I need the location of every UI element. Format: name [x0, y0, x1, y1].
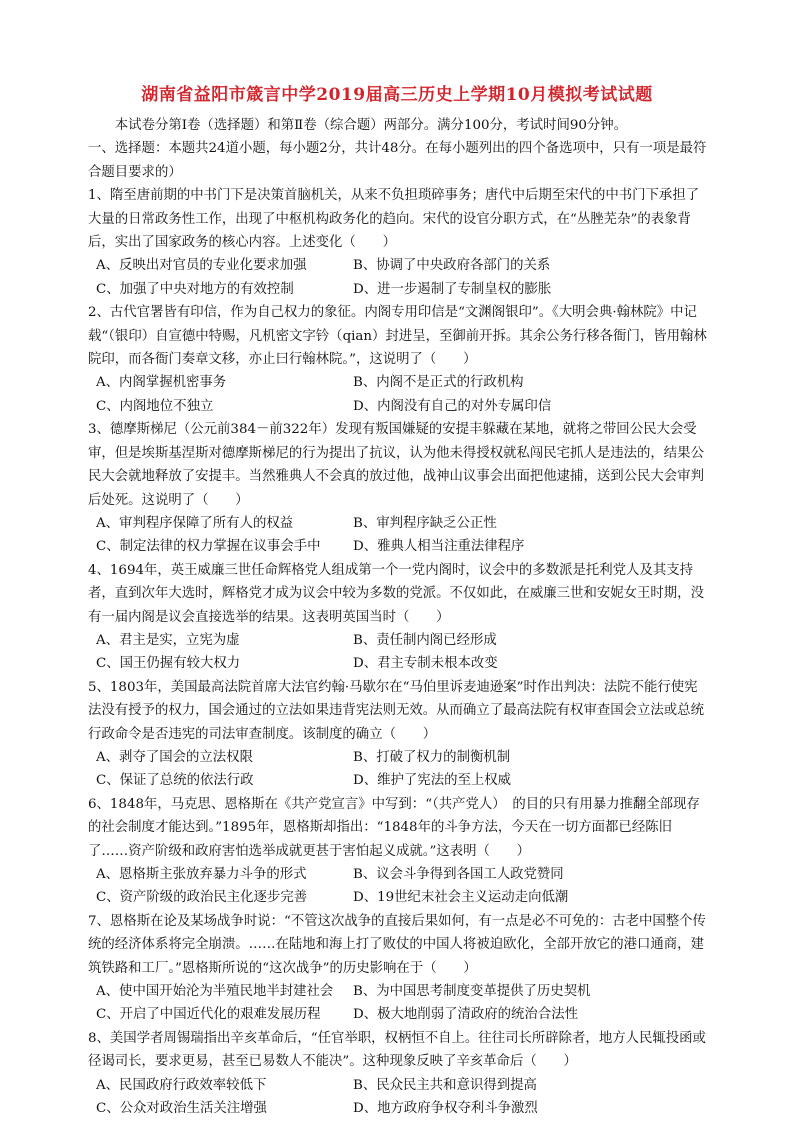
option-b: B、民众民主共和意识得到提高 — [353, 1077, 537, 1093]
section-heading: 一、选择题：本题共24道小题，每小题2分，共计48分。在每小题列出的四个备选项中，只有一项是最符合题目要求的） — [88, 141, 707, 180]
question-6 — [88, 793, 710, 910]
option-a: A、内阁掌握机密事务 — [96, 375, 227, 391]
option-b: B、协调了中央政府各部门的关系 — [353, 258, 551, 274]
options — [88, 629, 710, 676]
exam-content — [88, 114, 710, 1120]
option-c: C、资产阶级的政治民主化逐步完善 — [96, 890, 308, 906]
options — [88, 980, 710, 1027]
option-d: D、地方政府争权夺利斗争激烈 — [353, 1101, 538, 1117]
option-c: C、国王仍握有较大权力 — [96, 656, 241, 672]
options — [88, 254, 710, 301]
option-d: D、内阁没有自己的对外专属印信 — [353, 398, 552, 414]
question-stem: 1、隋至唐前期的中书门下是决策首脑机关，从来不负担琐碎事务；唐代中后期至宋代的中书门下承担了大量的日常政务性工作，出现了中枢机构政务化的趋向。宋代的设官分职方式，在“丛脞芜杂”的表象背后，实出了国家政务的核心内容。上述变化（ ） — [88, 188, 700, 251]
question-3 — [88, 418, 710, 558]
question-stem: 6、1848年，马克思、恩格斯在《共产党宣言》中写到：“（共产党人） 的目的只有用暴力推翻全部现存的社会制度才能达到。”1895年，恩格斯却指出：“1848年的斗争方法，今天在一切方面都已经陈旧了……资产阶级和政府害怕选举成就更甚于害怕起义成就。”这表明（ ） — [88, 796, 700, 859]
option-b: B、议会斗争得到各国工人政党赞同 — [353, 867, 564, 882]
option-b: B、审判程序缺乏公正性 — [353, 515, 497, 531]
option-c: C、加强了中央对地方的有效控制 — [96, 281, 294, 297]
options — [88, 863, 710, 910]
options — [88, 746, 710, 793]
option-d: D、极大地削弱了清政府的统治合法性 — [353, 1007, 578, 1023]
option-d: D、维护了宪法的至上权威 — [353, 773, 512, 789]
option-b: B、打破了权力的制衡机制 — [353, 749, 511, 765]
option-a: A、审判程序保障了所有人的权益 — [96, 515, 294, 531]
options — [88, 512, 710, 559]
question-7 — [88, 910, 710, 1027]
option-a: A、恩格斯主张放弃暴力斗争的形式 — [96, 867, 307, 882]
options — [88, 371, 710, 418]
option-c: C、制定法律的权力掌握在议事会手中 — [96, 539, 321, 555]
question-stem: 8、美国学者周锡瑞指出辛亥革命后，“任官举职，权柄恒不自上。往往司长所辟除者，地方人民辄投函或径谒司长，要求更易，甚至已易数人不能决”。这种现象反映了辛亥革命后（ ） — [88, 1030, 706, 1070]
exam-intro: 本试卷分第Ⅰ卷（选择题）和第Ⅱ卷（综合题）两部分。满分100分，考试时间90分钟。 — [114, 118, 628, 133]
option-d: D、进一步遏制了专制皇权的膨胀 — [353, 281, 552, 297]
options — [88, 1074, 710, 1121]
option-d: D、君主专制未根本改变 — [353, 656, 498, 672]
question-4 — [88, 559, 710, 676]
question-5 — [88, 676, 710, 793]
option-c: C、开启了中国近代化的艰难发展历程 — [96, 1007, 321, 1023]
exam-title: 湖南省益阳市箴言中学2019届高三历史上学期10月模拟考试试题 — [141, 85, 653, 105]
option-b: B、责任制内阁已经形成 — [353, 632, 497, 648]
question-stem: 2、古代官署皆有印信，作为自己权力的象征。内阁专用印信是“文渊阁银印”。《大明会典·翰林院》中记载“（银印）自宣德中特赐，凡机密文字钤（qian）封进呈，至御前开拆。其余公务行移各衙门，皆用翰林院印，而各衙门奏章文移，亦止曰行翰林院。”，这说明了（ ） — [88, 305, 707, 368]
option-a: A、民国政府行政效率较低下 — [96, 1077, 267, 1093]
option-a: A、使中国开始沦为半殖民地半封建社会 — [96, 984, 334, 1000]
question-1 — [88, 184, 710, 301]
option-d: D、雅典人相当注重法律程序 — [353, 539, 525, 555]
option-b: B、为中国思考制度变革提供了历史契机 — [353, 984, 591, 1000]
question-stem: 4、1694年，英王威廉三世任命辉格党人组成第一个一党内阁时，议会中的多数派是托利党人及其支持者，直到次年大选时，辉格党才成为议会中较为多数的党派。不仅如此，在威廉三世和安妮女王时期，没有一届内阁是议会直接选举的结果。这表明英国当时（ ） — [88, 562, 704, 625]
option-a: A、剥夺了国会的立法权限 — [96, 749, 253, 765]
option-c: C、保证了总统的依法行政 — [96, 773, 254, 789]
question-stem: 7、恩格斯在论及某场战争时说：“不管这次战争的直接后果如何，有一点是必不可免的：古老中国整个传统的经济体系将完全崩溃。……在陆地和海上打了败仗的中国人将被迫欧化，全部开放它的港口通商，建筑铁路和工厂。”恩格斯所说的“这次战争”的历史影响在于（ ） — [88, 913, 706, 976]
option-c: C、公众对政治生活关注增强 — [96, 1101, 267, 1117]
option-a: A、君主是实，立宪为虚 — [96, 632, 240, 648]
question-stem: 3、德摩斯梯尼（公元前384－前322年）发现有叛国嫌疑的安提丰躲藏在某地，就将之带回公民大会受审，但是埃斯基涅斯对德摩斯梯尼的行为提出了抗议，认为他未得授权就私闯民宅抓人是违法的，结果公民大会就地释放了安提丰。当然雅典人不会真的放过他，战神山议事会出面把他逮捕，送到公民大会审判后处死。这说明了（ ） — [88, 422, 704, 508]
question-2 — [88, 301, 710, 418]
question-stem: 5、1803年，美国最高法院首席大法官约翰·马歇尔在“马伯里诉麦迪逊案”时作出判决：法院不能行使宪法没有授予的权力，国会通过的立法如果违背宪法则无效。从而确立了最高法院有权审查国会立法或总统行政命令是否违宪的司法审查制度。该制度的确立（ ） — [88, 679, 704, 742]
option-a: A、反映出对官员的专业化要求加强 — [96, 258, 307, 274]
option-c: C、内阁地位不独立 — [96, 398, 214, 414]
option-b: B、内阁不是正式的行政机构 — [353, 375, 524, 391]
option-d: D、19世纪末社会主义运动走向低潮 — [353, 890, 569, 906]
question-8 — [88, 1027, 710, 1121]
